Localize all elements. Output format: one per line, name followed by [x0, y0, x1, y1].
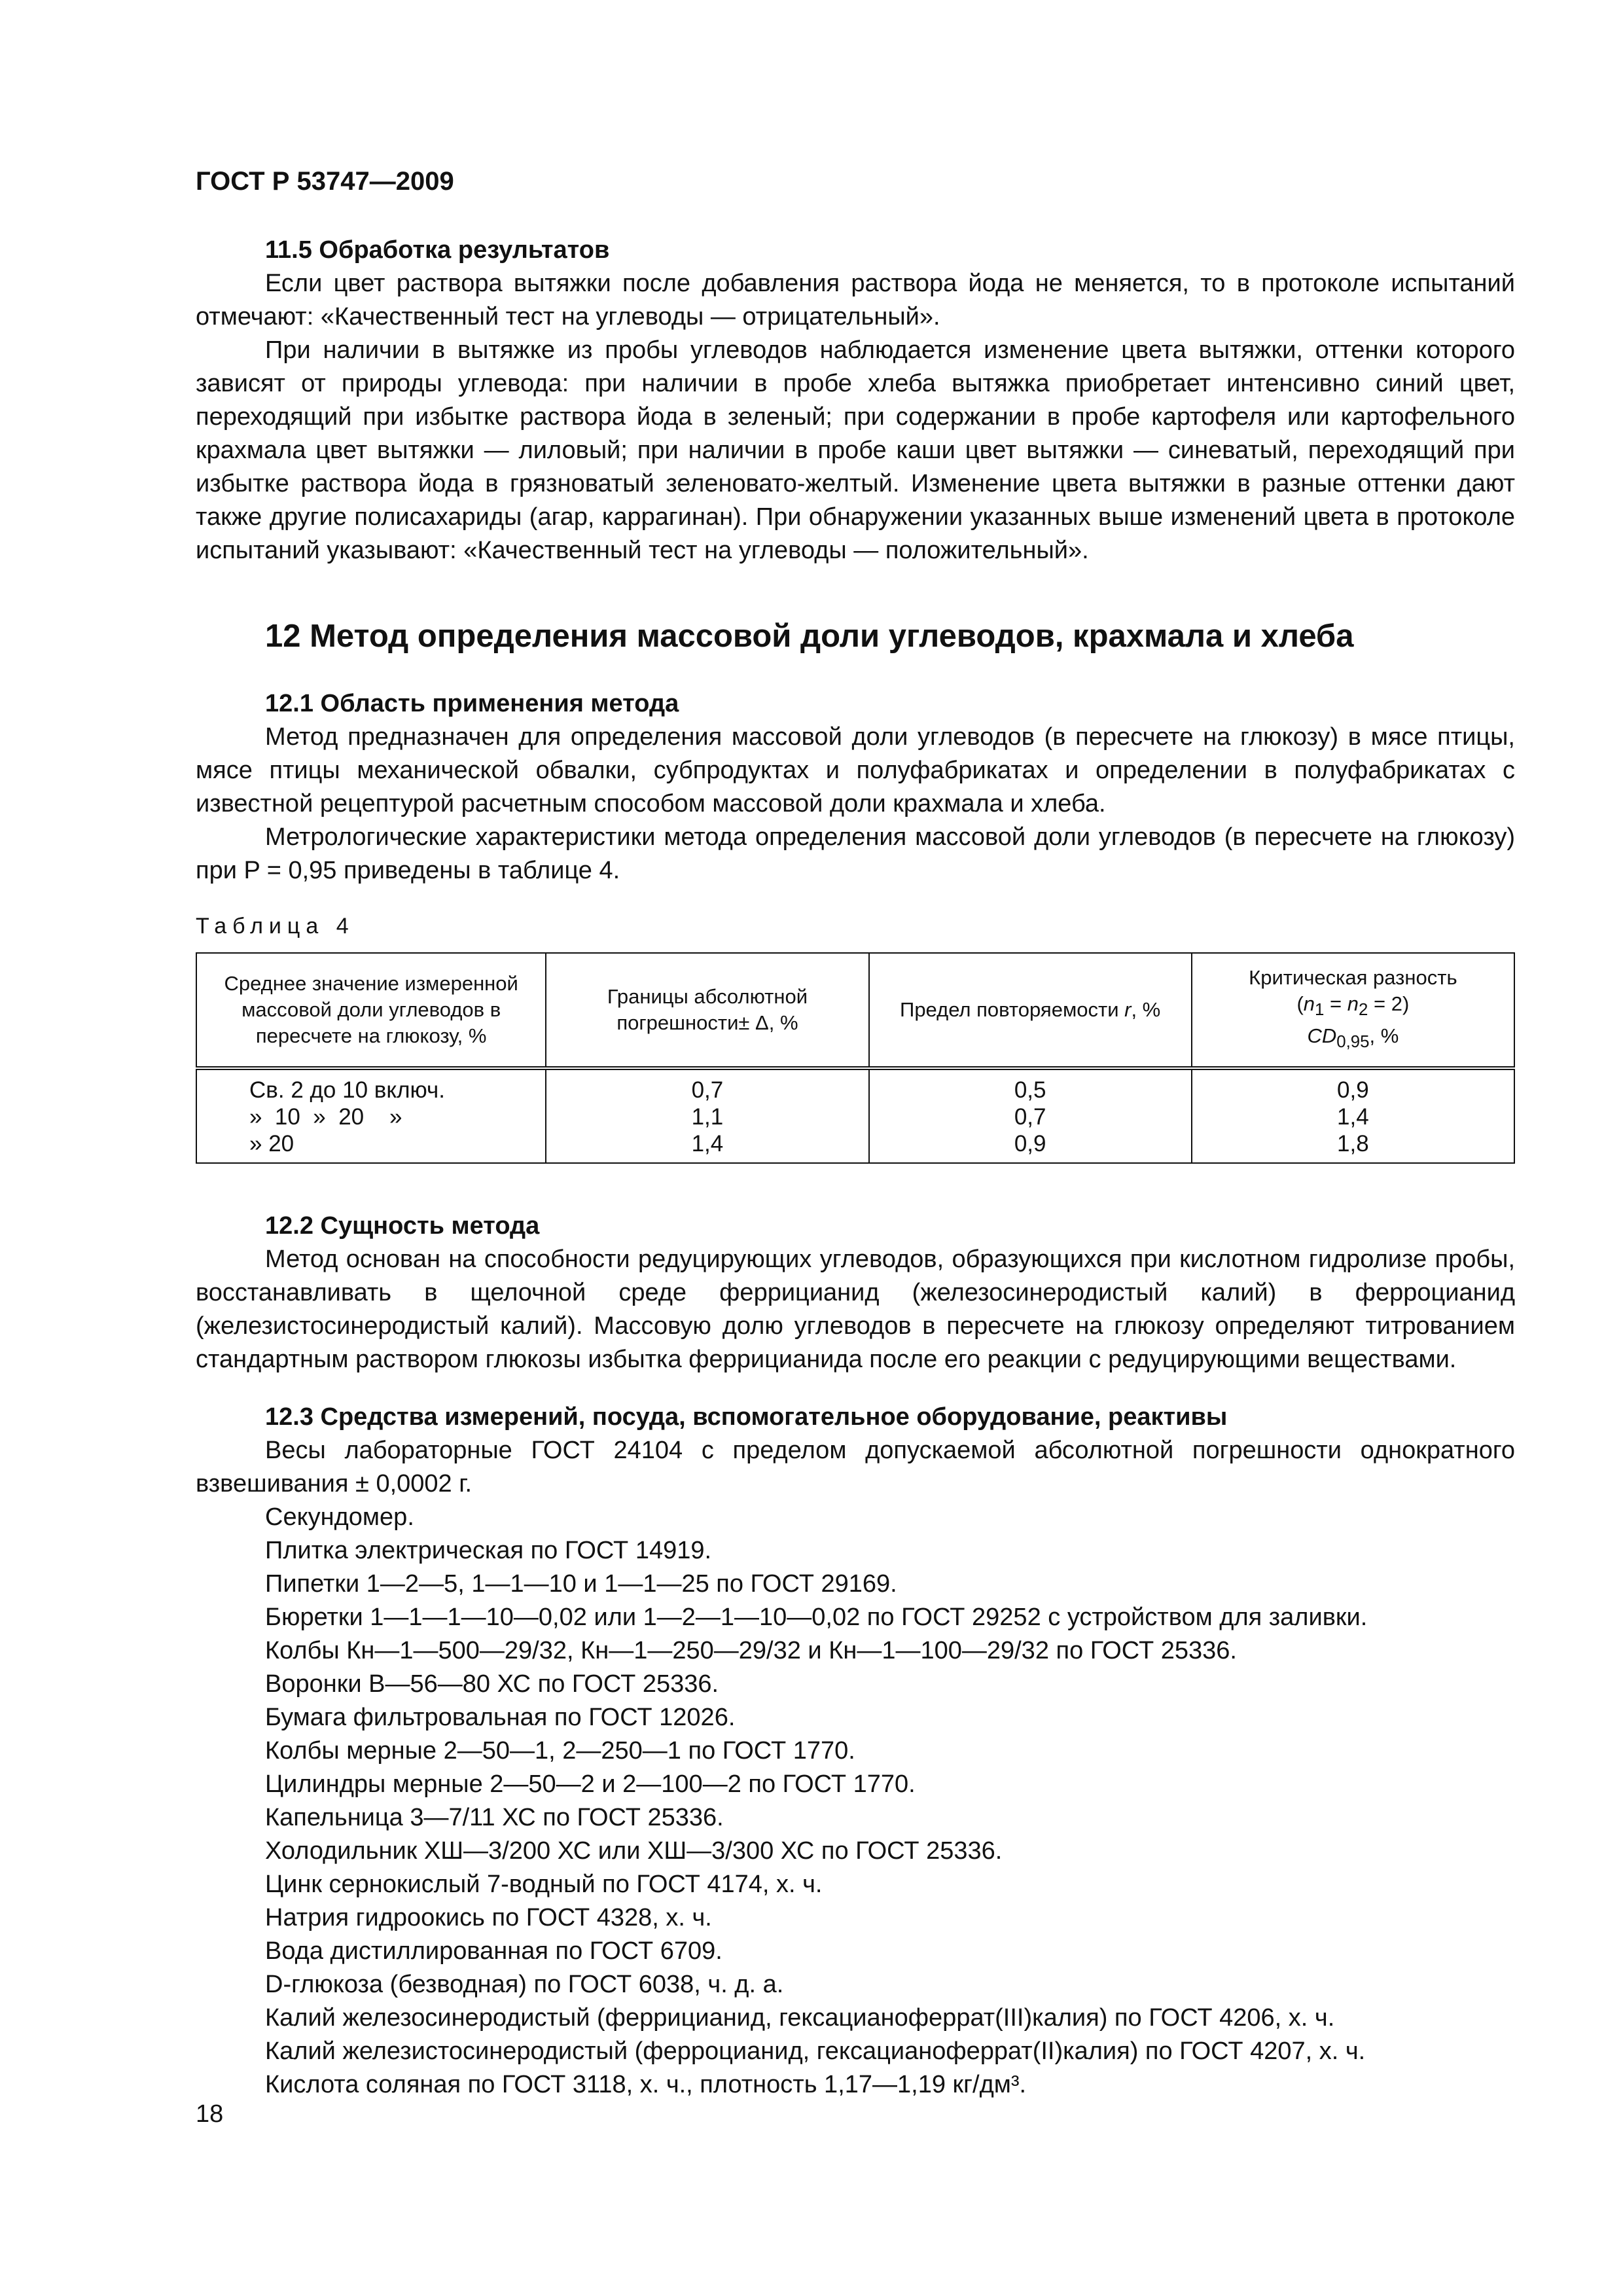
table-cell: 1,4 [1192, 1103, 1514, 1130]
table-cell: 0,9 [1192, 1068, 1514, 1103]
section-title: 11.5 Обработка результатов [265, 236, 610, 264]
paragraph: Метрологические характеристики метода определения массовой доли углеводов (в пересчете на глюкозу) при P = 0,95 приведены в таблице 4. [196, 823, 1515, 884]
list-item: Калий железосинеродистый (феррицианид, гексацианоферрат(III)калия) по ГОСТ 4206, х. ч. [265, 2004, 1335, 2032]
table-cell: » 10 » 20 » [196, 1103, 546, 1130]
table-cell: Св. 2 до 10 включ. [196, 1068, 546, 1103]
paragraph: При наличии в вытяжке из пробы углеводов наблюдается изменение цвета вытяжки, оттенки которого зависят от природы углевода: при наличии в пробе хлеба вытяжка приобретает интенсивно синий цвет, переходящий при избытке раствора йода в зеленый; при содержании в пробе картофеля или картофельного крахмала цвет вытяжки — лиловый; при наличии в пробе каши цвет вытяжки — синеватый, переходящий при избытке раствора йода в грязноватый зеленовато-желтый. Изменение цвета вытяжки в разные оттенки дают также другие полисахариды (агар, каррагинан). При обнаружении указанных выше изменений цвета в протоколе испытаний указывают: «Качественный тест на углеводы — положительный». [196, 336, 1515, 564]
table-row [196, 1130, 1514, 1163]
section-title: 12.3 Средства измерений, посуда, вспомогательное оборудование, реактивы [265, 1403, 1228, 1431]
equipment-list [196, 1501, 1515, 2102]
list-item: Колбы мерные 2—50—1, 2—250—1 по ГОСТ 1770. [265, 1737, 855, 1765]
column-header: Среднее значение измеренной массовой доли углеводов в пересчете на глюкозу, % [196, 953, 546, 1068]
table-cell: 1,1 [546, 1103, 868, 1130]
list-item: Цилиндры мерные 2—50—2 и 2—100—2 по ГОСТ 1770. [265, 1770, 916, 1798]
table-cell: 0,5 [869, 1068, 1192, 1103]
table-row [196, 1103, 1514, 1130]
column-header: Предел повторяемости r, % [869, 953, 1192, 1068]
table-caption: Таблица 4 [196, 914, 355, 939]
list-item: Колбы Кн—1—500—29/32, Кн—1—250—29/32 и Кн—1—100—29/32 по ГОСТ 25336. [265, 1637, 1237, 1664]
list-item: Натрия гидроокись по ГОСТ 4328, х. ч. [265, 1904, 712, 1931]
list-item: Калий железистосинеродистый (ферроцианид, гексацианоферрат(II)калия) по ГОСТ 4207, х. ч. [265, 2037, 1366, 2065]
paragraph: Если цвет раствора вытяжки после добавления раствора йода не меняется, то в протоколе испытаний отмечают: «Качественный тест на углеводы — отрицательный». [196, 270, 1515, 331]
list-item: Капельница 3—7/11 ХС по ГОСТ 25336. [265, 1804, 724, 1831]
list-item: Кислота соляная по ГОСТ 3118, х. ч., плотность 1,17—1,19 кг/дм³. [265, 2071, 1027, 2098]
section-12-3 [196, 1401, 1515, 2102]
page-number: 18 [196, 2100, 224, 2128]
list-item: Бюретки 1—1—1—10—0,02 или 1—2—1—10—0,02 по ГОСТ 29252 с устройством для заливки. [265, 1604, 1368, 1631]
table-cell: 0,9 [869, 1130, 1192, 1163]
paragraph: Метод предназначен для определения массовой доли углеводов (в пересчете на глюкозу) в мясе птицы, мясе птицы механической обвалки, субпродуктах и полуфабрикатах и определении в полуфабрикатах с известной рецептурой расчетным способом массовой доли крахмала и хлеба. [196, 723, 1515, 817]
section-12-2 [196, 1210, 1515, 1376]
list-item: Плитка электрическая по ГОСТ 14919. [265, 1537, 712, 1564]
section-12-1 [196, 687, 1515, 888]
table-cell: 1,8 [1192, 1130, 1514, 1163]
list-item: D-глюкоза (безводная) по ГОСТ 6038, ч. д. а. [265, 1971, 784, 1998]
table-cell: » 20 [196, 1130, 546, 1163]
list-item: Пипетки 1—2—5, 1—1—10 и 1—1—25 по ГОСТ 29169. [265, 1570, 897, 1598]
column-header: Границы абсолютной погрешности± Δ, % [546, 953, 868, 1068]
table-row [196, 1068, 1514, 1103]
list-item: Цинк сернокислый 7-водный по ГОСТ 4174, х. ч. [265, 1871, 823, 1898]
column-header: Критическая разность $(n_1 = n_2 = 2)$ $CD_{0,95}$, % [1192, 953, 1514, 1068]
list-item: Холодильник ХШ—3/200 ХС или ХШ—3/300 ХС по ГОСТ 25336. [265, 1837, 1003, 1865]
list-item: Воронки В—56—80 ХС по ГОСТ 25336. [265, 1670, 719, 1698]
paragraph: Метод основан на способности редуцирующих углеводов, образующихся при кислотном гидролизе пробы, восстанавливать в щелочной среде феррицианид (железосинеродистый калий) в ферроцианид (железистосинеродистый калий). Массовую долю углеводов в пересчете на глюкозу определяют титрованием стандартным раствором глюкозы избытка феррицианида после его реакции с редуцирующими веществами. [196, 1246, 1515, 1373]
list-item: Вода дистиллированная по ГОСТ 6709. [265, 1937, 722, 1965]
section-title: 12.2 Сущность метода [265, 1212, 540, 1240]
table-4 [196, 952, 1515, 1164]
section-12-title: 12 Метод определения массовой доли углеводов, крахмала и хлеба [265, 619, 1354, 654]
document-header: ГОСТ Р 53747—2009 [196, 167, 454, 196]
table-cell: 0,7 [869, 1103, 1192, 1130]
paragraph: Весы лабораторные ГОСТ 24104 с пределом допускаемой абсолютной погрешности однократного взвешивания ± 0,0002 г. [196, 1437, 1515, 1498]
section-title: 12.1 Область применения метода [265, 690, 679, 717]
table-cell: 1,4 [546, 1130, 868, 1163]
list-item: Секундомер. [265, 1503, 414, 1531]
section-11-5 [196, 234, 1515, 567]
list-item: Бумага фильтровальная по ГОСТ 12026. [265, 1704, 736, 1731]
table-cell: 0,7 [546, 1068, 868, 1103]
